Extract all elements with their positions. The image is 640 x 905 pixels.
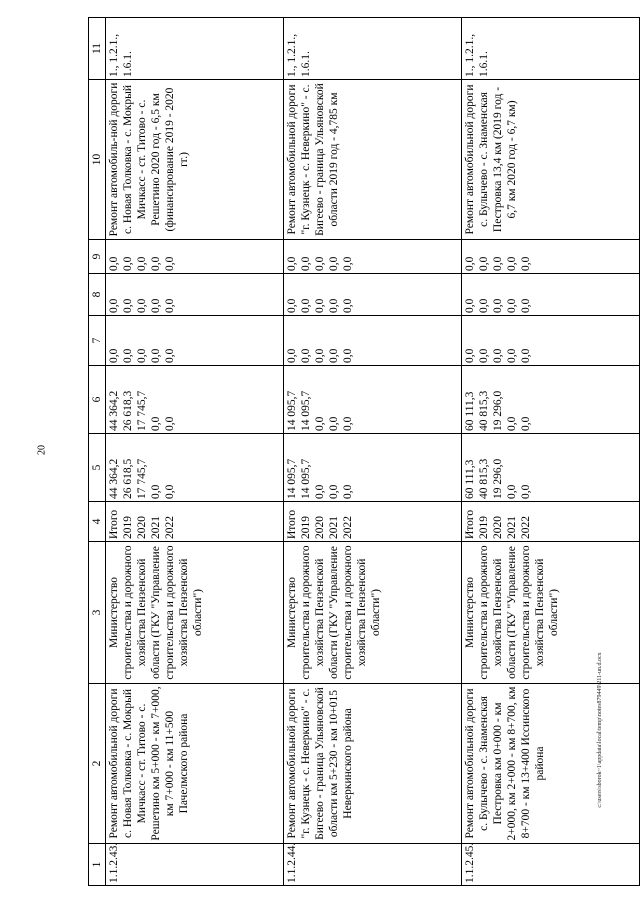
measure-name: Ремонт автомобильной дороги с. Новая Толковка - с. Мокрый Мичкасс - ст. Титово - с. Решетино км 5+000 - км 7+000, км 7+000 - км 11+500 Пачелмского района — [106, 684, 284, 844]
column-header: 5 — [89, 434, 106, 502]
measure-name: Ремонт автомобильной дороги "г. Кузнецк - с. Неверкино" - с. Бигеево - граница Ульяновской области км 5+230 - км 10+015 Неверкинского района — [284, 684, 462, 844]
column-header: 2 — [89, 684, 106, 844]
value: 0,0 — [164, 348, 176, 363]
other-funding-cell — [284, 240, 462, 274]
value: 0,0 — [150, 256, 162, 271]
value: 17 745,7 — [136, 458, 148, 499]
value: 0,0 — [478, 298, 490, 313]
value: 0,0 — [314, 348, 326, 363]
other-funding-cell — [106, 240, 284, 274]
value: 0,0 — [136, 348, 148, 363]
period: 2021 — [506, 516, 518, 539]
value: 0,0 — [464, 298, 476, 313]
measure-number: 1.1.2.44. — [284, 844, 462, 886]
regional-funding-cell — [284, 366, 462, 434]
value: 0,0 — [108, 298, 120, 313]
value: 0,0 — [492, 298, 504, 313]
value: 19 296,0 — [492, 390, 504, 431]
federal-funding-cell — [106, 316, 284, 366]
rotated-table-inner — [88, 18, 640, 886]
value: 14 095,7 — [286, 390, 298, 431]
column-header: 10 — [89, 80, 106, 240]
period: Итого — [108, 509, 120, 539]
table-row — [284, 18, 462, 886]
column-header: 3 — [89, 542, 106, 684]
expected-result: Ремонт автомобильной дороги "г. Кузнецк - с. Неверкино" - с. Бигеево - граница Ульяновской области 2019 год - 4,785 км — [284, 80, 462, 240]
value: 0,0 — [328, 256, 340, 271]
table-row — [462, 18, 640, 886]
value: 0,0 — [506, 348, 518, 363]
column-header: 8 — [89, 274, 106, 316]
period: 2019 — [122, 516, 134, 539]
total-funding-cell — [284, 434, 462, 502]
period: 2020 — [136, 516, 148, 539]
value: 44 364,2 — [108, 458, 120, 499]
value: 0,0 — [506, 416, 518, 431]
value: 0,0 — [300, 298, 312, 313]
value: 0,0 — [492, 256, 504, 271]
value: 26 618,5 — [122, 458, 134, 499]
value: 0,0 — [286, 298, 298, 313]
column-number-header-row — [89, 18, 106, 886]
column-header: 9 — [89, 240, 106, 274]
value: 0,0 — [520, 298, 532, 313]
value: 0,0 — [464, 348, 476, 363]
value: 0,0 — [342, 484, 354, 499]
period: 2022 — [520, 516, 532, 539]
value: 0,0 — [506, 298, 518, 313]
period: 2020 — [314, 516, 326, 539]
value: 0,0 — [314, 416, 326, 431]
period: 2021 — [328, 516, 340, 539]
executor: Министерство строительства и дорожного хозяйства Пензенской области (ГКУ "Управление строительства и дорожного хозяйства Пензенской области") — [106, 542, 284, 684]
value: 0,0 — [342, 298, 354, 313]
executor: Министерство строительства и дорожного хозяйства Пензенской области (ГКУ "Управление строительства и дорожного хозяйства Пензенской области") — [462, 542, 640, 684]
period: Итого — [286, 509, 298, 539]
value: 0,0 — [164, 484, 176, 499]
value: 0,0 — [328, 484, 340, 499]
value: 26 618,3 — [122, 390, 134, 431]
column-header: 6 — [89, 366, 106, 434]
value: 0,0 — [520, 484, 532, 499]
value: 0,0 — [300, 256, 312, 271]
other-funding-cell — [462, 240, 640, 274]
value: 0,0 — [136, 298, 148, 313]
value: 14 095,7 — [286, 458, 298, 499]
table-row — [106, 18, 284, 886]
value: 60 111,3 — [464, 459, 476, 499]
column-header: 11 — [89, 18, 106, 80]
value: 0,0 — [342, 348, 354, 363]
measure-name: Ремонт автомобильной дороги с. Булычево - с. Знаменская Пестровка км 0+000 - км 2+000, км 2+000 - км 8+700, км 8+700 - км 13+400 Иссинского района — [462, 684, 640, 844]
indicator-ref: 1., 1.2.1., 1.6.1. — [284, 18, 462, 80]
value: 0,0 — [520, 348, 532, 363]
rotated-table-frame — [88, 18, 640, 886]
value: 0,0 — [464, 256, 476, 271]
period: 2022 — [342, 516, 354, 539]
column-header: 7 — [89, 316, 106, 366]
value: 0,0 — [478, 348, 490, 363]
column-header: 1 — [89, 844, 106, 886]
value: 0,0 — [286, 348, 298, 363]
value: 0,0 — [122, 298, 134, 313]
period-cell — [106, 502, 284, 542]
value: 0,0 — [150, 298, 162, 313]
period: 2020 — [492, 516, 504, 539]
value: 0,0 — [122, 256, 134, 271]
value: 0,0 — [492, 348, 504, 363]
federal-funding-cell — [462, 316, 640, 366]
program-measures-table — [88, 17, 640, 886]
value: 0,0 — [314, 298, 326, 313]
period-cell — [284, 502, 462, 542]
value: 0,0 — [342, 416, 354, 431]
value: 0,0 — [286, 256, 298, 271]
value: 0,0 — [506, 484, 518, 499]
regional-funding-cell — [106, 366, 284, 434]
value: 19 296,0 — [492, 458, 504, 499]
value: 0,0 — [506, 256, 518, 271]
value: 0,0 — [136, 256, 148, 271]
value: 60 111,3 — [464, 391, 476, 431]
measure-number: 1.1.2.45. — [462, 844, 640, 886]
value: 17 745,7 — [136, 390, 148, 431]
value: 40 815,3 — [478, 458, 490, 499]
local-funding-cell — [462, 274, 640, 316]
measure-number: 1.1.2.43. — [106, 844, 284, 886]
value: 40 815,3 — [478, 390, 490, 431]
regional-funding-cell — [462, 366, 640, 434]
value: 0,0 — [520, 256, 532, 271]
column-header: 4 — [89, 502, 106, 542]
value: 0,0 — [314, 256, 326, 271]
footer-file-path: c:\users\sborok~1\appdata\local\temp\notes879449\211-un.d.ocx — [597, 652, 603, 808]
period: 2022 — [164, 516, 176, 539]
federal-funding-cell — [284, 316, 462, 366]
local-funding-cell — [284, 274, 462, 316]
value: 0,0 — [108, 256, 120, 271]
value: 0,0 — [108, 348, 120, 363]
value: 0,0 — [164, 298, 176, 313]
period: 2019 — [478, 516, 490, 539]
total-funding-cell — [462, 434, 640, 502]
value: 0,0 — [164, 256, 176, 271]
value: 0,0 — [328, 348, 340, 363]
value: 0,0 — [122, 348, 134, 363]
indicator-ref: 1., 1.2.1., 1.6.1. — [106, 18, 284, 80]
value: 0,0 — [342, 256, 354, 271]
period: 2021 — [150, 516, 162, 539]
value: 0,0 — [328, 416, 340, 431]
expected-result: Ремонт автомобильной дороги с. Булычево - с. Знаменская Пестровка 13,4 км (2019 год - 6,7 км 2020 год - 6,7 км) — [462, 80, 640, 240]
value: 14 095,7 — [300, 390, 312, 431]
period: 2019 — [300, 516, 312, 539]
value: 14 095,7 — [300, 458, 312, 499]
value: 0,0 — [300, 348, 312, 363]
expected-result: Ремонт автомобиль-ной дороги с. Новая Толковка - с. Мокрый Мичкасс - ст. Титово - с. Решетино 2020 год - 6,5 км (финансирование 2019 - 2020 гг.) — [106, 80, 284, 240]
value: 0,0 — [164, 416, 176, 431]
executor: Министерство строительства и дорожного хозяйства Пензенской области (ГКУ "Управление строительства и дорожного хозяйства Пензенской области") — [284, 542, 462, 684]
value: 0,0 — [478, 256, 490, 271]
value: 0,0 — [150, 484, 162, 499]
local-funding-cell — [106, 274, 284, 316]
value: 0,0 — [314, 484, 326, 499]
period-cell — [462, 502, 640, 542]
value: 0,0 — [520, 416, 532, 431]
value: 44 364,2 — [108, 390, 120, 431]
value: 0,0 — [150, 348, 162, 363]
value: 0,0 — [150, 416, 162, 431]
page-number: 20 — [36, 445, 48, 455]
period: Итого — [464, 509, 476, 539]
indicator-ref: 1., 1.2.1., 1.6.1. — [462, 18, 640, 80]
value: 0,0 — [328, 298, 340, 313]
total-funding-cell — [106, 434, 284, 502]
